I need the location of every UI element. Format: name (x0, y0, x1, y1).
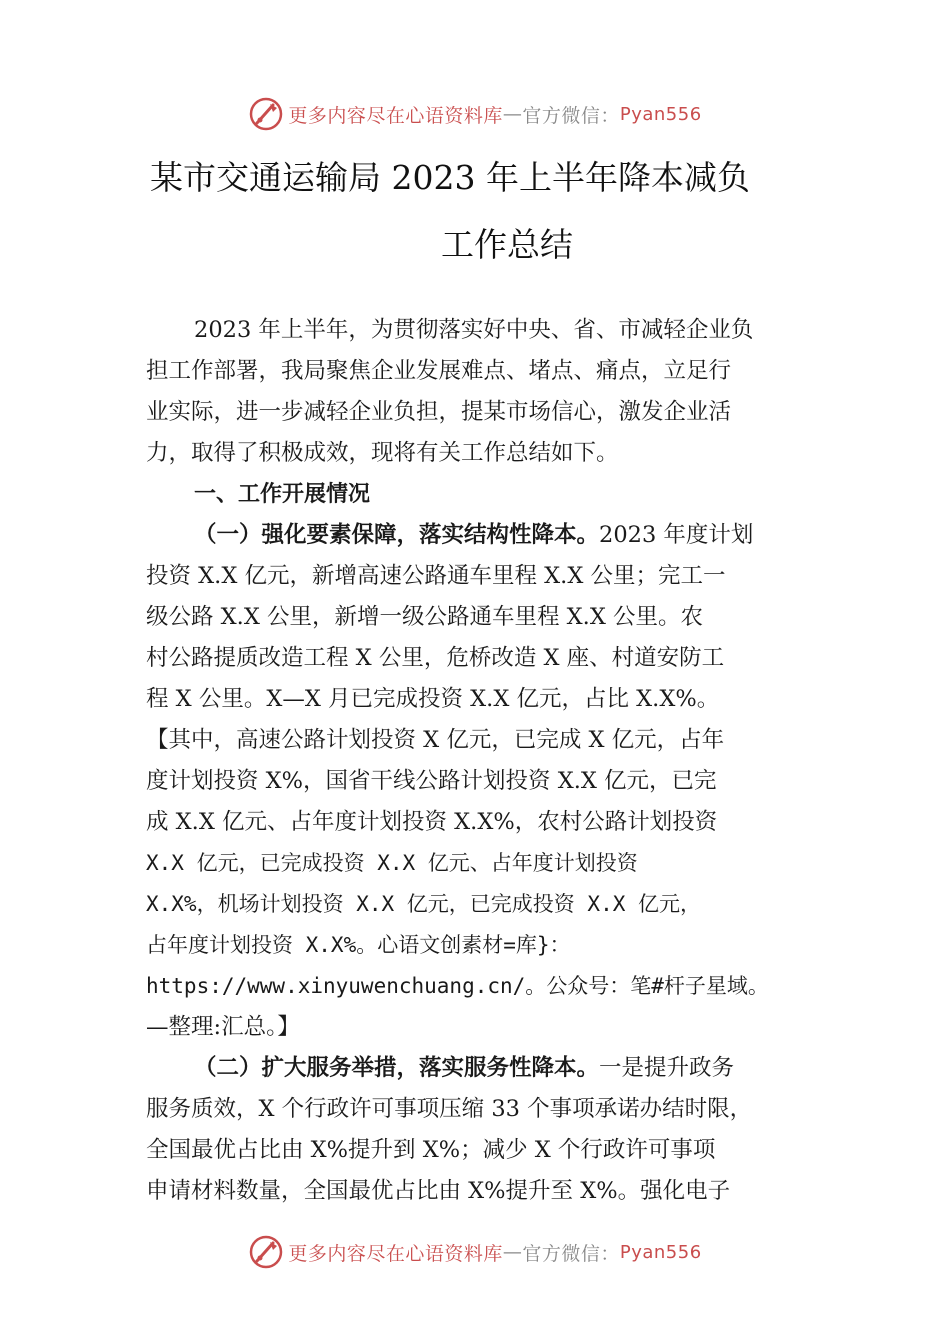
paragraph-line: 度计划投资 X%，国省干线公路计划投资 X.X 亿元，已完 (146, 768, 717, 794)
paragraph-line: 【其中，高速公路计划投资 X 亿元，已完成 X 亿元，占年 (146, 727, 725, 753)
paragraph-line: —整理:汇总。】 (146, 1014, 300, 1040)
brush-logo-icon (248, 96, 284, 132)
banner-separator: — (502, 1241, 523, 1263)
paragraph-line: X.X%，机场计划投资 X.X 亿元，已完成投资 X.X 亿元， (146, 892, 702, 916)
paragraph-line: 服务质效，X 个行政许可事项压缩 33 个事项承诺办结时限， (146, 1096, 753, 1122)
brush-logo-icon (248, 1234, 284, 1270)
banner-site-text: 更多内容尽在心语资料库 (288, 1242, 503, 1265)
paragraph-line: X.X 亿元，已完成投资 X.X 亿元、占年度计划投资 (146, 851, 638, 875)
banner-wechat-label: 官方微信： (522, 104, 620, 127)
paragraph-line: 2023 年上半年，为贯彻落实好中央、省、市减轻企业负 (194, 317, 754, 343)
document-title-line2: 工作总结 (441, 225, 573, 264)
banner-separator: — (502, 103, 523, 125)
paragraph-line: 成 X.X 亿元、占年度计划投资 X.X%，农村公路计划投资 (146, 809, 718, 835)
paragraph-line: 程 X 公里。X—X 月已完成投资 X.X 亿元，占比 X.X%。 (146, 686, 720, 712)
paragraph-line: 申请材料数量，全国最优占比由 X%提升至 X%。强化电子 (146, 1178, 731, 1204)
banner-wechat-id: Pyan556 (619, 103, 702, 125)
header-banner (0, 94, 950, 134)
banner-site-text: 更多内容尽在心语资料库 (288, 104, 503, 127)
paragraph-line: （二）扩大服务举措，落实服务性降本。 一是提升政务 (146, 1048, 806, 1089)
paragraph-line: https://www.xinyuwenchuang.cn/。公众号：笔#杆子星域。 (146, 974, 769, 998)
footer-banner (0, 1232, 950, 1272)
paragraph-line: 担工作部署，我局聚焦企业发展难点、堵点、痛点，立足行 (146, 358, 732, 384)
paragraph-line: 力，取得了积极成效，现将有关工作总结如下。 (146, 440, 619, 466)
paragraph-line: 级公路 X.X 公里，新增一级公路通车里程 X.X 公里。农 (146, 604, 703, 630)
document-title-line1: 某市交通运输局 2023 年上半年降本减负 (150, 158, 750, 197)
paragraph-line: 占年度计划投资 X.X%。心语文创素材=库}： (146, 933, 571, 957)
paragraph-line: 村公路提质改造工程 X 公里，危桥改造 X 座、村道安防工 (146, 645, 725, 671)
document-body (146, 310, 806, 1212)
paragraph-line: 投资 X.X 亿元，新增高速公路通车里程 X.X 公里；完工一 (146, 563, 726, 589)
paragraph-line: 业实际，进一步减轻企业负担，提某市场信心，激发企业活 (146, 399, 732, 425)
subsection-heading: （二）扩大服务举措，落实服务性降本。 (194, 1055, 600, 1081)
subsection-heading: （一）强化要素保障，落实结构性降本。 (194, 522, 600, 548)
paragraph-line: 全国最优占比由 X%提升到 X%；减少 X 个行政许可事项 (146, 1137, 716, 1163)
banner-wechat-label: 官方微信： (522, 1242, 620, 1265)
banner-wechat-id: Pyan556 (619, 1241, 702, 1263)
paragraph-line: （一）强化要素保障，落实结构性降本。 2023 年度计划 (146, 515, 806, 556)
section-heading: 一、工作开展情况 (194, 482, 371, 507)
